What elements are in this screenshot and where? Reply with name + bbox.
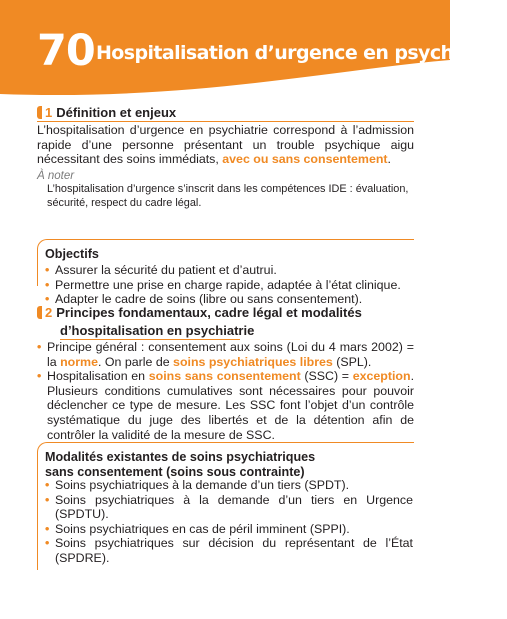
section-number: 1 (45, 105, 53, 120)
list-item (45, 522, 413, 537)
item-text: (SSC) = (300, 369, 353, 384)
chapter-number: 70 (37, 26, 95, 76)
bullet: • (45, 277, 50, 292)
item-text: (SPL). (332, 354, 372, 369)
item-text: Hospitalisation en (47, 369, 149, 384)
note-label: À noter (37, 170, 75, 182)
definition-end: . (387, 152, 391, 167)
bullet: • (45, 478, 50, 492)
chapter-title: Hospitalisation d’urgence en psychiatrie (96, 42, 507, 64)
note-text: L’hospitalisation d’urgence s’inscrit dans les compétences IDE : évaluation, sécurité, respect du cadre légal. (47, 183, 409, 209)
section-2-heading (37, 305, 362, 320)
item-highlight: soins psychiatriques libres (173, 354, 333, 369)
objectifs-list (45, 263, 413, 307)
list-item (45, 493, 413, 522)
modalites-title: Modalités existantes de soins psychiatriques sans consentement (soins sous contrainte) (45, 450, 316, 479)
list-item-text: Permettre une prise en charge rapide, adaptée à l’état clinique. (55, 277, 401, 292)
list-item-text: Adapter le cadre de soins (libre ou sans consentement). (55, 292, 363, 307)
list-item (45, 536, 413, 565)
list-item-text: Assurer la sécurité du patient et d’autrui. (55, 263, 277, 277)
bullet: • (45, 263, 50, 277)
list-item-text: Soins psychiatriques à la demande d’un tiers en Urgence (SPDTU). (55, 492, 413, 522)
item-text: . On parle de (97, 354, 174, 369)
list-item (45, 478, 413, 493)
list-item-text: Soins psychiatriques à la demande d’un tiers (SPDT). (55, 478, 350, 492)
section-number: 2 (45, 305, 53, 320)
section-1-rule (37, 121, 414, 122)
section-1-heading (37, 105, 176, 120)
list-item-text: Soins psychiatriques sur décision du représentant de l’État (SPDRE). (55, 536, 413, 565)
item-highlight: soins sans consentement (148, 369, 301, 384)
section-title-line-1: Principes fondamentaux, cadre légal et modalités (56, 305, 362, 320)
chapter-header (0, 0, 507, 102)
bullet: • (37, 369, 42, 384)
item-highlight: exception (352, 369, 411, 384)
definition-highlight: avec ou sans consentement (222, 152, 388, 167)
bullet: • (45, 536, 50, 551)
objectifs-title: Objectifs (45, 247, 99, 261)
list-item (37, 340, 414, 369)
bullet: • (45, 521, 50, 536)
list-item (45, 278, 413, 293)
modalites-list (45, 478, 413, 566)
item-text: Principe général : consentement aux soins (Loi du 4 mars 2002) = la (47, 340, 414, 369)
definition-text: L’hospitalisation d’urgence en psychiatrie correspond à l’admission rapide d’une personne présentant un trouble psychique aigu nécessitant des soins immédiats, (37, 123, 414, 167)
list-item (37, 369, 414, 442)
section-marker (37, 106, 42, 119)
section-title: Définition et enjeux (56, 105, 177, 120)
section-2-heading-line-2: d’hospitalisation en psychiatrie (60, 323, 255, 338)
bullet: • (45, 292, 50, 307)
bullet: • (37, 340, 42, 354)
list-item (45, 263, 413, 278)
section-marker (37, 306, 42, 319)
item-highlight: norme (60, 354, 98, 369)
item-text: . Plusieurs conditions cumulatives sont nécessaires pour pouvoir déclencher ce type de mesure. Les SSC font l’objet d’un contrôle systématique du juge des libertés et de la détention afin de contrôler la validité de la mesure de SSC. (47, 369, 415, 442)
list-item-text: Soins psychiatriques en cas de péril imminent (SPPI). (55, 521, 350, 536)
bullet: • (45, 492, 50, 507)
principles-list (37, 340, 414, 442)
definition-paragraph (37, 123, 414, 167)
